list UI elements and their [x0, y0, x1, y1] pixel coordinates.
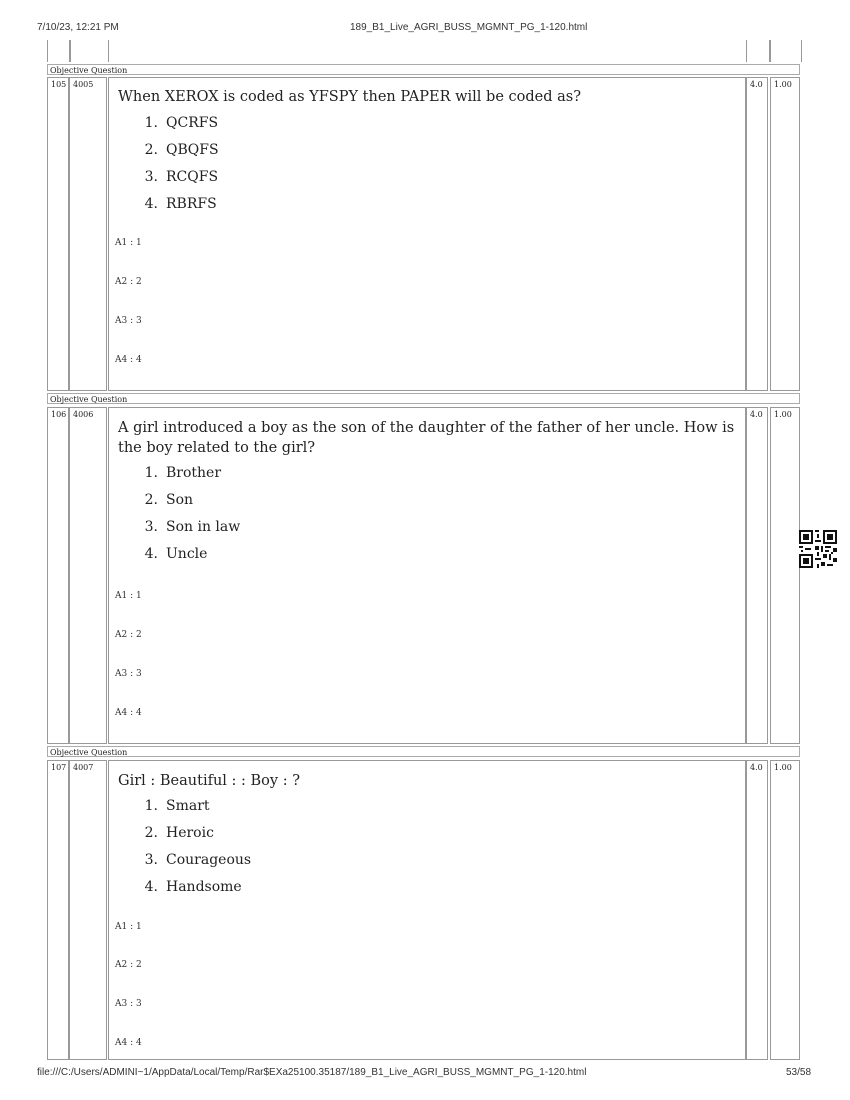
- answer-key: A1 : 1: [115, 591, 142, 601]
- negative-marks: 1.00: [774, 410, 792, 419]
- serial-cell: [47, 760, 69, 1060]
- option-item: 4. RBRFS: [144, 196, 217, 212]
- qr-code-icon: [799, 530, 837, 568]
- option-item: 1. Brother: [144, 465, 222, 481]
- serial-number: 106: [51, 410, 67, 419]
- answer-key: A4 : 4: [115, 355, 142, 365]
- serial-cell: [47, 77, 69, 391]
- answer-key: A2 : 2: [115, 960, 142, 970]
- marks: 4.0: [750, 410, 763, 419]
- qid-cell: [69, 77, 107, 391]
- negative-marks-cell: [770, 407, 800, 744]
- marks-cell: [746, 760, 768, 1060]
- option-item: 4. Handsome: [144, 879, 242, 895]
- answer-key: A1 : 1: [115, 238, 142, 248]
- option-item: 3. Son in law: [144, 519, 241, 535]
- option-item: 1. QCRFS: [144, 115, 219, 131]
- negative-marks-cell: [770, 77, 800, 391]
- question-text: When XEROX is coded as YFSPY then PAPER will be coded as?: [118, 89, 581, 105]
- answer-key: A2 : 2: [115, 277, 142, 287]
- question-id: 4007: [73, 763, 94, 772]
- negative-marks-cell: [770, 760, 800, 1060]
- document-title: 189_B1_Live_AGRI_BUSS_MGMNT_PG_1-120.html: [350, 22, 588, 33]
- marks: 4.0: [750, 80, 763, 89]
- option-item: 1. Smart: [144, 798, 210, 814]
- option-item: 4. Uncle: [144, 546, 208, 562]
- question-text: A girl introduced a boy as the son of the daughter of the father of her uncle. How is the boy related to the girl?: [118, 420, 735, 456]
- serial-number: 107: [51, 763, 67, 772]
- serial-number: 105: [51, 80, 67, 89]
- answer-key: A3 : 3: [115, 999, 142, 1009]
- answer-key: A4 : 4: [115, 708, 142, 718]
- question-id: 4006: [73, 410, 94, 419]
- marks-cell: [746, 407, 768, 744]
- qid-cell: [69, 407, 107, 744]
- option-item: 3. Courageous: [144, 852, 252, 868]
- answer-key: A4 : 4: [115, 1038, 142, 1048]
- file-path: file:///C:/Users/ADMINI~1/AppData/Local/Temp/Rar$EXa25100.35187/189_B1_Live_AGRI_BUSS_MGMNT_PG_1-120.html: [37, 1067, 587, 1078]
- serial-cell: [47, 407, 69, 744]
- section-label: Objective Question: [47, 393, 800, 404]
- question-id: 4005: [73, 80, 94, 89]
- marks-cell: [746, 77, 768, 391]
- answer-key: A2 : 2: [115, 630, 142, 640]
- print-datetime: 7/10/23, 12:21 PM: [37, 22, 119, 33]
- answer-key: A3 : 3: [115, 316, 142, 326]
- option-item: 2. Son: [144, 492, 194, 508]
- answer-key: A1 : 1: [115, 922, 142, 932]
- qid-cell: [69, 760, 107, 1060]
- option-item: 2. QBQFS: [144, 142, 219, 158]
- marks: 4.0: [750, 763, 763, 772]
- page-number: 53/58: [786, 1067, 812, 1078]
- option-item: 2. Heroic: [144, 825, 214, 841]
- section-label: Objective Question: [47, 64, 800, 75]
- answer-key: A3 : 3: [115, 669, 142, 679]
- option-item: 3. RCQFS: [144, 169, 219, 185]
- negative-marks: 1.00: [774, 80, 792, 89]
- section-label: Objective Question: [47, 746, 800, 757]
- question-text: Girl : Beautiful : : Boy : ?: [118, 773, 300, 789]
- negative-marks: 1.00: [774, 763, 792, 772]
